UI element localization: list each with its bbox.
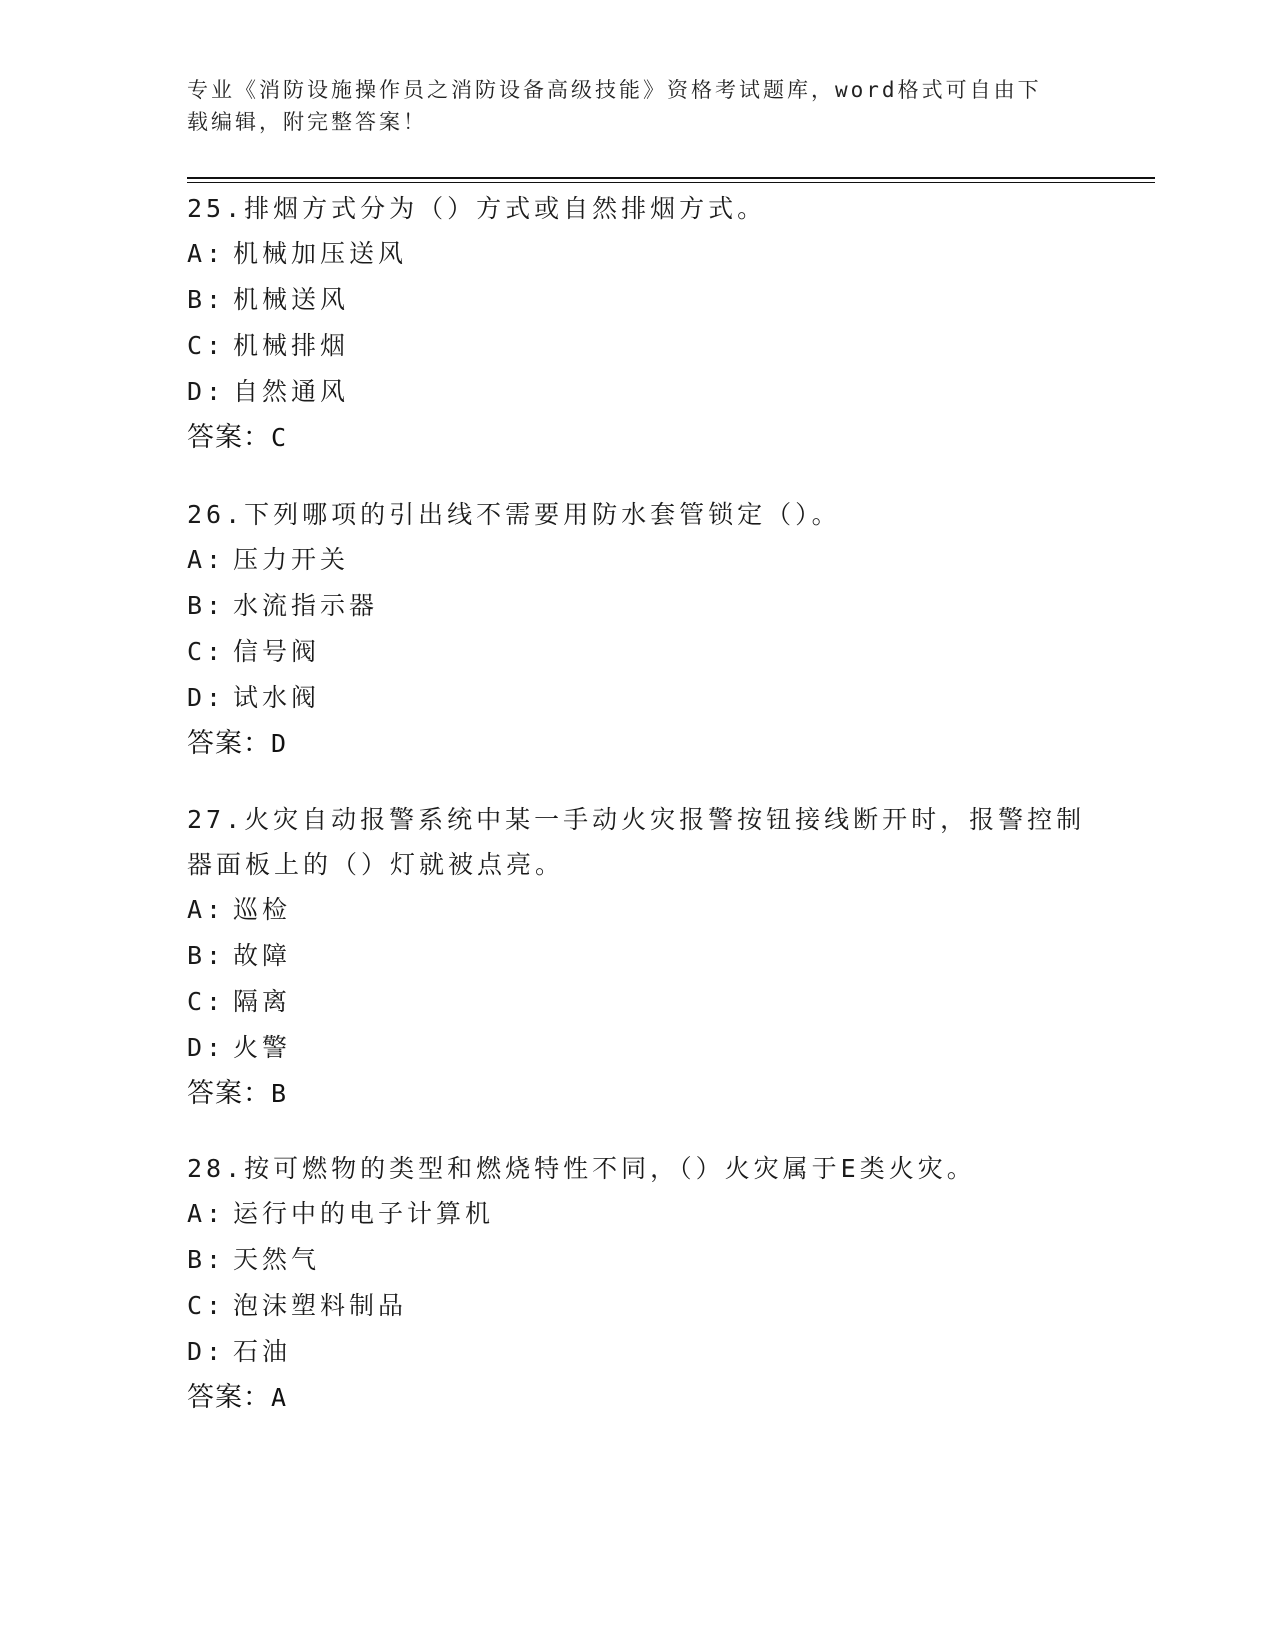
option-letter: C: [187,987,226,1016]
option-text: 故障 [233,941,292,970]
option-text: 试水阀 [233,683,321,712]
option-c [187,1283,1087,1329]
option-text: 机械加压送风 [233,239,408,268]
answer-value: B [271,1079,288,1108]
option-a [187,887,1087,933]
option-text: 天然气 [233,1245,321,1274]
option-c [187,629,1087,675]
option-text: 水流指示器 [233,591,379,620]
option-text: 自然通风 [233,377,350,406]
option-c [187,323,1087,369]
option-b [187,1237,1087,1283]
question-text: 25.排烟方式分为（）方式或自然排烟方式。 [187,194,767,223]
option-d [187,369,1087,415]
option-letter: B: [187,941,226,970]
option-text: 运行中的电子计算机 [233,1199,495,1228]
question-text: 27.火灾自动报警系统中某一手动火灾报警按钮接线断开时，报警控制 [187,805,1086,834]
option-b [187,583,1087,629]
option-a [187,1191,1087,1237]
header-divider-thin [187,182,1155,183]
option-letter: A: [187,239,226,268]
option-text: 信号阀 [233,637,321,666]
option-text: 泡沫塑料制品 [233,1291,408,1320]
question-block [187,1146,1087,1421]
option-b [187,933,1087,979]
option-text: 巡检 [233,895,292,924]
answer-value: C [271,423,288,452]
option-letter: D: [187,1337,226,1366]
answer-line [187,1071,1087,1117]
option-letter: A: [187,895,226,924]
question-text: 26.下列哪项的引出线不需要用防水套管锁定（）。 [187,500,841,529]
answer-line [187,415,1087,461]
option-letter: D: [187,1033,226,1062]
option-letter: D: [187,683,226,712]
option-c [187,979,1087,1025]
option-letter: A: [187,1199,226,1228]
option-d [187,675,1087,721]
option-letter: C: [187,1291,226,1320]
question-block [187,797,1087,1117]
header-divider-thick [187,177,1155,179]
answer-value: A [271,1383,288,1412]
option-a [187,537,1087,583]
option-d [187,1329,1087,1375]
option-a [187,231,1087,277]
document-header [187,74,1077,138]
option-letter: B: [187,1245,226,1274]
option-letter: B: [187,285,226,314]
answer-label: 答案： [187,728,271,759]
question-block [187,492,1087,767]
answer-label: 答案： [187,1382,271,1413]
option-text: 隔离 [233,987,292,1016]
header-line-1: 专业《消防设施操作员之消防设备高级技能》资格考试题库，word格式可自由下 [187,78,1042,102]
question-block [187,186,1087,461]
question-text: 28.按可燃物的类型和燃烧特性不同，（）火灾属于E类火灾。 [187,1154,976,1183]
question-text-continued: 器面板上的（）灯就被点亮。 [187,850,565,879]
answer-value: D [271,729,288,758]
option-text: 石油 [233,1337,292,1366]
option-letter: C: [187,637,226,666]
answer-label: 答案： [187,422,271,453]
option-text: 机械送风 [233,285,350,314]
option-d [187,1025,1087,1071]
answer-line [187,721,1087,767]
option-letter: D: [187,377,226,406]
answer-line [187,1375,1087,1421]
option-letter: A: [187,545,226,574]
option-text: 压力开关 [233,545,350,574]
option-text: 火警 [233,1033,292,1062]
option-b [187,277,1087,323]
option-text: 机械排烟 [233,331,350,360]
answer-label: 答案： [187,1078,271,1109]
option-letter: C: [187,331,226,360]
option-letter: B: [187,591,226,620]
header-line-2: 载编辑，附完整答案！ [187,110,427,134]
